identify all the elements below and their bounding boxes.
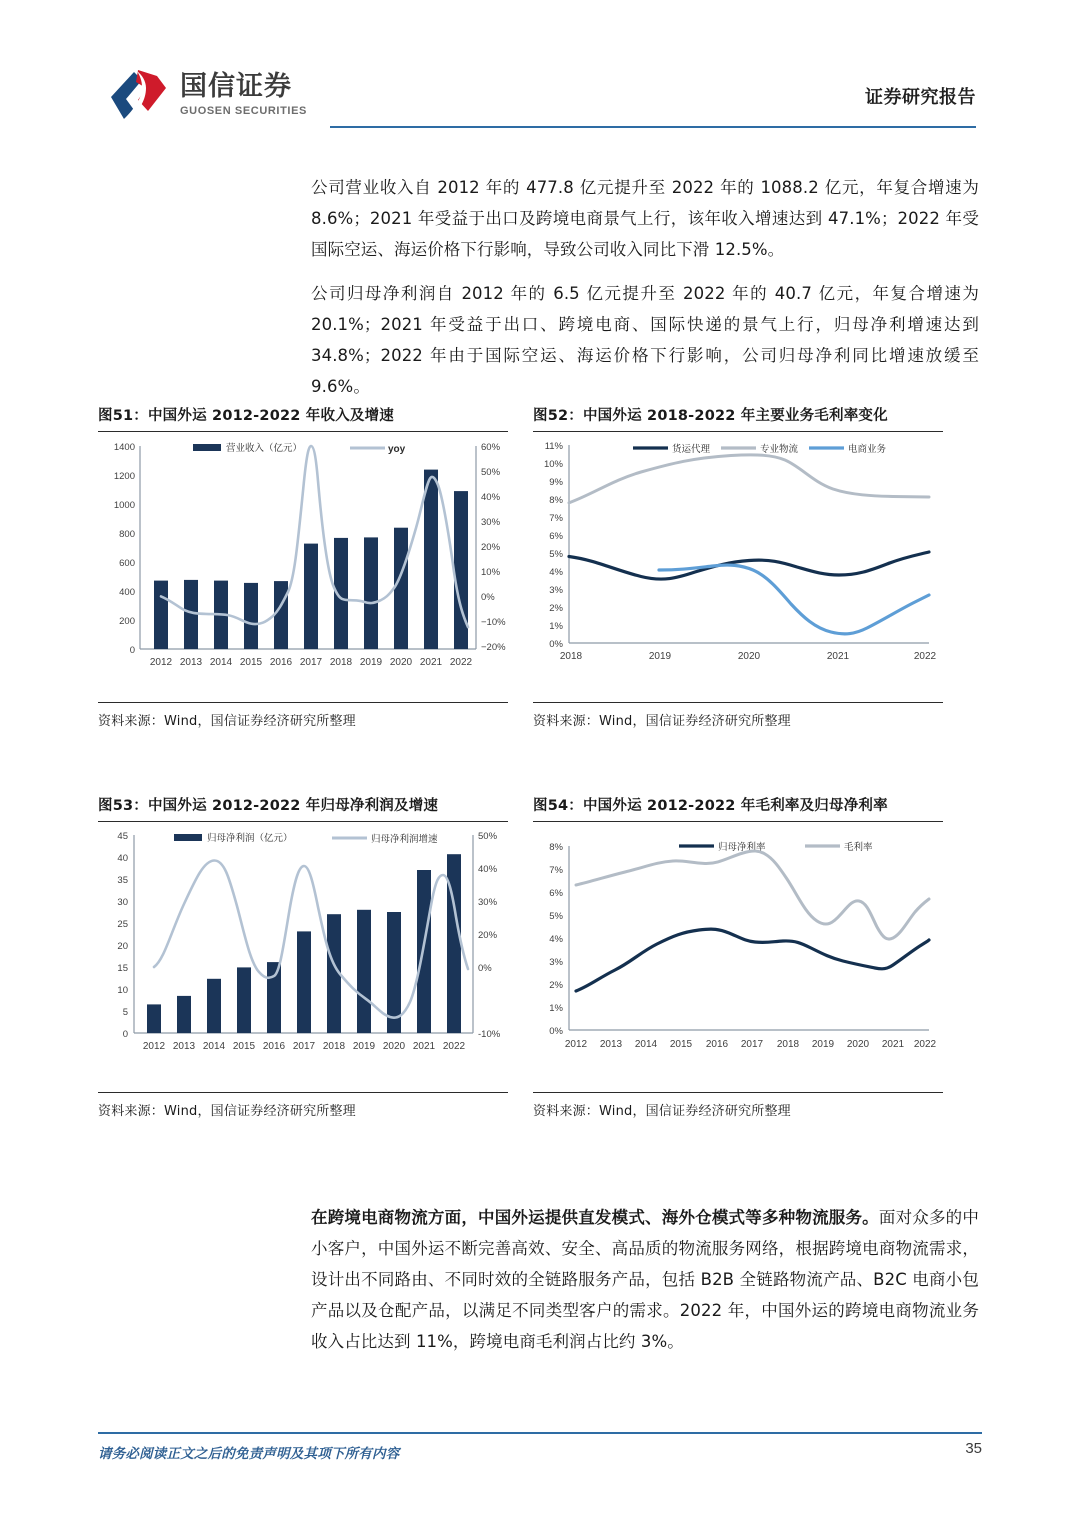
figure-51-plot — [98, 432, 508, 700]
svg-text:2017: 2017 — [740, 1039, 764, 1050]
svg-text:30%: 30% — [478, 897, 498, 908]
svg-text:5%: 5% — [549, 911, 563, 922]
svg-text:5%: 5% — [549, 549, 563, 560]
svg-text:2022: 2022 — [913, 651, 937, 662]
svg-text:2021: 2021 — [412, 1041, 436, 1052]
svg-text:0%: 0% — [481, 592, 495, 603]
figure-51-source: 资料来源：Wind，国信证券经济研究所整理 — [98, 714, 356, 729]
svg-text:10%: 10% — [481, 567, 501, 578]
legend-swatch-revenue — [193, 444, 221, 451]
figure-54-source: 资料来源：Wind，国信证券经济研究所整理 — [533, 1104, 791, 1119]
svg-text:2021: 2021 — [881, 1039, 905, 1050]
svg-text:1200: 1200 — [113, 471, 135, 482]
svg-text:2014: 2014 — [634, 1039, 658, 1050]
figure-53 — [98, 794, 508, 1119]
right-axis-53 — [478, 831, 501, 1040]
svg-text:800: 800 — [119, 529, 135, 540]
svg-text:2012: 2012 — [149, 657, 173, 668]
figure-52 — [533, 404, 943, 729]
figure-51-title: 图51：中国外运 2012-2022 年收入及增速 — [98, 408, 395, 424]
logo-text-en: GUOSEN SECURITIES — [180, 104, 307, 117]
line-freight-52 — [569, 552, 929, 579]
paragraph-net-profit: 公司归母净利润自 2012 年的 6.5 亿元提升至 2022 年的 40.7 亿元，年复合增速为 20.1%；2021 年受益于出口、跨境电商、国际快递的景气上行，归母净利增速达到 34.8%；2022 年由于国际空运、海运价格下行影响，公司归母净利同比增速放缓至 9.6%。 — [311, 284, 979, 396]
svg-text:400: 400 — [119, 587, 135, 598]
svg-text:2018: 2018 — [559, 651, 583, 662]
svg-text:0%: 0% — [478, 963, 492, 974]
svg-text:2016: 2016 — [262, 1041, 286, 1052]
page-number: 35 — [965, 1440, 982, 1457]
svg-text:50%: 50% — [481, 467, 501, 478]
svg-text:2014: 2014 — [202, 1041, 226, 1052]
svg-text:60%: 60% — [481, 442, 501, 453]
svg-text:2022: 2022 — [913, 1039, 937, 1050]
paragraph-cross-border — [311, 1202, 979, 1357]
figure-52-source: 资料来源：Wind，国信证券经济研究所整理 — [533, 714, 791, 729]
line-gross-margin-54 — [576, 851, 929, 939]
guosen-logo-icon — [108, 66, 170, 124]
figure-54 — [533, 794, 943, 1119]
svg-text:2015: 2015 — [232, 1041, 256, 1052]
svg-text:2016: 2016 — [705, 1039, 729, 1050]
svg-text:2017: 2017 — [292, 1041, 316, 1052]
figure-51-svg — [98, 432, 508, 700]
svg-text:20%: 20% — [478, 930, 498, 941]
legend-label-prologistics: 专业物流 — [760, 444, 799, 455]
svg-text:0%: 0% — [549, 639, 563, 650]
legend-label-gross-margin: 毛利率 — [844, 842, 873, 853]
svg-text:2%: 2% — [549, 603, 563, 614]
figure-53-source: 资料来源：Wind，国信证券经济研究所整理 — [98, 1104, 356, 1119]
svg-text:4%: 4% — [549, 567, 563, 578]
x-axis-53 — [143, 1041, 466, 1052]
legend-label-revenue: 营业收入（亿元） — [226, 443, 303, 454]
svg-text:2021: 2021 — [826, 651, 850, 662]
line-prologistics-52 — [569, 455, 929, 503]
svg-text:1400: 1400 — [113, 442, 135, 453]
svg-text:200: 200 — [119, 616, 135, 627]
figure-53-plot — [98, 822, 508, 1090]
bars-revenue-51 — [154, 470, 468, 649]
figure-52-svg — [533, 432, 943, 700]
figure-51 — [98, 404, 508, 729]
svg-text:35: 35 — [117, 875, 128, 886]
svg-text:2013: 2013 — [179, 657, 203, 668]
svg-text:600: 600 — [119, 558, 135, 569]
logo-text-cn: 国信证券 — [180, 71, 292, 103]
svg-text:40: 40 — [117, 853, 128, 864]
figure-53-title: 图53：中国外运 2012-2022 年归母净利润及增速 — [98, 798, 439, 814]
svg-text:7%: 7% — [549, 513, 563, 524]
page-header — [0, 0, 1080, 140]
line-ecommerce-52 — [659, 565, 929, 634]
footer-disclaimer: 请务必阅读正文之后的免责声明及其项下所有内容 — [98, 1446, 400, 1462]
legend-label-yoy: yoy — [388, 444, 406, 455]
svg-text:40%: 40% — [481, 492, 501, 503]
svg-text:2018: 2018 — [329, 657, 353, 668]
svg-text:2019: 2019 — [352, 1041, 376, 1052]
right-axis-51 — [481, 442, 506, 653]
x-axis-52 — [560, 651, 937, 662]
svg-text:8%: 8% — [549, 842, 563, 853]
svg-text:2017: 2017 — [299, 657, 323, 668]
x-axis-51 — [150, 657, 473, 668]
svg-text:2013: 2013 — [172, 1041, 196, 1052]
legend-label-freight: 货运代理 — [672, 444, 711, 455]
svg-text:2020: 2020 — [389, 657, 413, 668]
legend-label-net-profit: 归母净利润（亿元） — [207, 833, 293, 844]
svg-text:2018: 2018 — [322, 1041, 346, 1052]
header-divider — [330, 126, 976, 128]
svg-text:8%: 8% — [549, 495, 563, 506]
svg-text:25: 25 — [117, 919, 128, 930]
svg-text:4%: 4% — [549, 934, 563, 945]
svg-text:2012: 2012 — [142, 1041, 166, 1052]
svg-text:2022: 2022 — [442, 1041, 466, 1052]
left-axis-51 — [114, 442, 476, 656]
svg-text:15: 15 — [117, 963, 128, 974]
svg-text:20%: 20% — [481, 542, 501, 553]
svg-text:2019: 2019 — [359, 657, 383, 668]
paragraph-cross-border-lead: 在跨境电商物流方面，中国外运提供直发模式、海外仓模式等多种物流服务。 — [311, 1208, 879, 1227]
figure-52-title: 图52：中国外运 2018-2022 年主要业务毛利率变化 — [533, 408, 888, 424]
paragraph-cross-border-rest: 面对众多的中小客户，中国外运不断完善高效、安全、高品质的物流服务网络，根据跨境电商物流需求，设计出不同路由、不同时效的全链路服务产品，包括 B2B 全链路物流产品、B2C 电商小包产品以及仓配产品，以满足不同类型客户的需求。2022 年，中国外运的跨境电商物流业务收入占比达到 11%，跨境电商毛利润占比约 3%。 — [311, 1208, 979, 1351]
svg-text:2012: 2012 — [564, 1039, 588, 1050]
line-net-margin-54 — [576, 929, 929, 991]
svg-text:0: 0 — [129, 645, 135, 656]
svg-text:−10%: −10% — [481, 617, 506, 628]
svg-text:30%: 30% — [481, 517, 501, 528]
paragraph-revenue: 公司营业收入自 2012 年的 477.8 亿元提升至 2022 年的 1088.2 亿元，年复合增速为 8.6%；2021 年受益于出口及跨境电商景气上行，该年收入增速达到 47.1%；2022 年受国际空运、海运价格下行影响，导致公司收入同比下滑 12.5%。 — [311, 178, 979, 259]
svg-text:2015: 2015 — [669, 1039, 693, 1050]
svg-text:45: 45 — [117, 831, 128, 842]
figure-52-plot — [533, 432, 943, 700]
report-type-label: 证券研究报告 — [865, 87, 976, 108]
svg-text:3%: 3% — [549, 957, 563, 968]
legend-swatch-net-profit — [174, 834, 202, 841]
x-axis-54 — [565, 1039, 937, 1050]
figure-54-title: 图54：中国外运 2012-2022 年毛利率及归母净利率 — [533, 798, 888, 814]
svg-text:2020: 2020 — [846, 1039, 870, 1050]
svg-text:−20%: −20% — [481, 642, 506, 653]
svg-text:2%: 2% — [549, 980, 563, 991]
figure-54-plot — [533, 822, 943, 1090]
svg-text:6%: 6% — [549, 531, 563, 542]
svg-text:2022: 2022 — [449, 657, 473, 668]
svg-text:-10%: -10% — [478, 1029, 501, 1040]
figure-54-svg — [533, 822, 943, 1090]
company-logo — [108, 66, 307, 124]
legend-label-net-profit-growth: 归母净利润增速 — [371, 834, 438, 845]
svg-text:5: 5 — [122, 1007, 128, 1018]
svg-text:10: 10 — [117, 985, 128, 996]
svg-text:2021: 2021 — [419, 657, 443, 668]
svg-text:2016: 2016 — [269, 657, 293, 668]
svg-text:0%: 0% — [549, 1026, 563, 1037]
svg-text:1000: 1000 — [113, 500, 135, 511]
svg-text:20: 20 — [117, 941, 128, 952]
svg-text:2019: 2019 — [811, 1039, 835, 1050]
svg-text:2018: 2018 — [776, 1039, 800, 1050]
svg-text:2019: 2019 — [648, 651, 672, 662]
svg-text:50%: 50% — [478, 831, 498, 842]
svg-text:2015: 2015 — [239, 657, 263, 668]
svg-text:11%: 11% — [544, 441, 563, 452]
svg-text:1%: 1% — [549, 621, 563, 632]
svg-text:10%: 10% — [543, 459, 563, 470]
figure-53-svg — [98, 822, 508, 1090]
svg-text:2014: 2014 — [209, 657, 233, 668]
left-axis-54 — [549, 842, 929, 1037]
svg-text:0: 0 — [122, 1029, 128, 1040]
footer-divider — [98, 1432, 982, 1434]
svg-text:7%: 7% — [549, 865, 563, 876]
svg-text:6%: 6% — [549, 888, 563, 899]
svg-text:1%: 1% — [549, 1003, 563, 1014]
svg-text:9%: 9% — [549, 477, 563, 488]
legend-label-ecommerce: 电商业务 — [848, 444, 887, 455]
legend-label-net-margin: 归母净利率 — [718, 842, 766, 853]
svg-text:40%: 40% — [478, 864, 498, 875]
svg-text:3%: 3% — [549, 585, 563, 596]
svg-text:2013: 2013 — [599, 1039, 623, 1050]
svg-text:30: 30 — [117, 897, 128, 908]
svg-text:2020: 2020 — [737, 651, 761, 662]
left-axis-52 — [544, 441, 929, 650]
svg-text:2020: 2020 — [382, 1041, 406, 1052]
